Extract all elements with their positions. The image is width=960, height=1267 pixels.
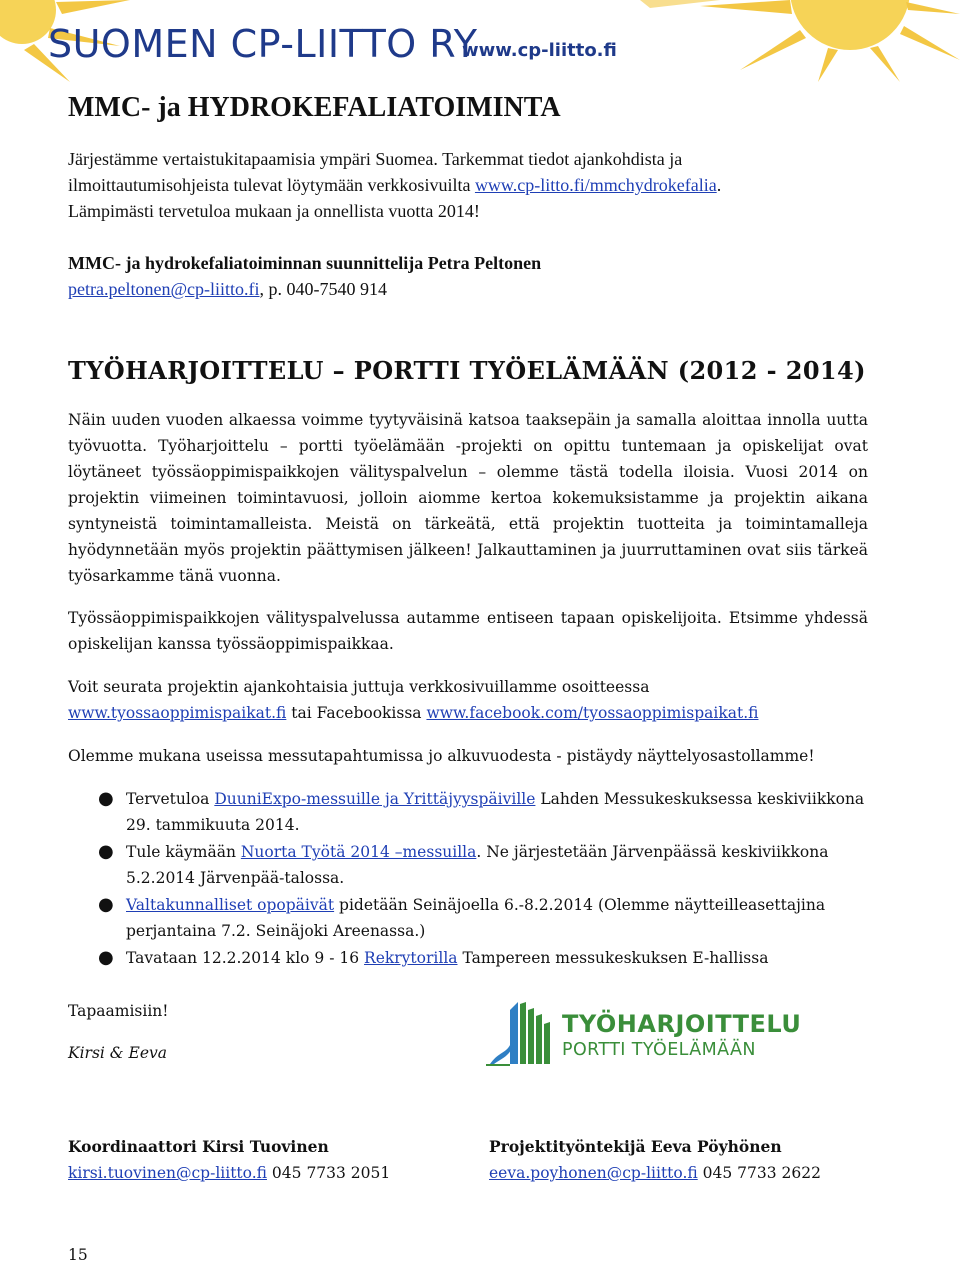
contact-email-link[interactable]: kirsi.tuovinen@cp-liitto.fi [68, 1164, 267, 1182]
logo-subtitle: PORTTI TYÖELÄMÄÄN [562, 1040, 756, 1060]
bullet-icon: ● [98, 894, 114, 915]
contact-details [68, 1160, 390, 1186]
greeting: Tapaamisiin! [68, 1002, 169, 1020]
follow-line-1: Voit seurata projektin ajankohtaisia juttuja verkkosivuillamme osoitteessa [68, 678, 650, 696]
mmc-line-3: Lämpimästi tervetuloa mukaan ja onnellista vuotta 2014! [68, 201, 480, 221]
mmc-line-2-text: ilmoittautumisohjeista tulevat löytymään verkkosivuilta [68, 175, 475, 195]
contact-phone: 045 7733 2622 [697, 1164, 821, 1182]
mmc-line-2-end: . [716, 175, 722, 195]
event-text-pre: Tule käymään [126, 843, 241, 861]
fairs-intro: Olemme mukana useissa messutapahtumissa jo alkuvuodesta - pistäydy näyttelyosastollamme! [68, 747, 815, 765]
event-link[interactable]: Rekrytorilla [364, 949, 458, 967]
website-link[interactable]: www.tyossaoppimispaikat.fi [68, 704, 287, 722]
signature: Kirsi & Eeva [68, 1044, 167, 1062]
event-text-pre: Tavataan 12.2.2014 klo 9 - 16 [126, 949, 365, 967]
event-link[interactable]: Valtakunnalliset opopäivät [126, 896, 335, 914]
event-text-post: . Ne järjestetään Järvenpäässä keskiviikkona 5.2.2014 Järvenpää-talossa. [126, 843, 829, 887]
bullet-icon: ● [98, 947, 114, 968]
planner-email-link[interactable]: petra.peltonen@cp-liitto.fi [68, 279, 260, 299]
contact-role: Koordinaattori Kirsi Tuovinen [68, 1137, 329, 1156]
planner-contact-line [68, 276, 868, 302]
planner-phone: , p. 040-7540 914 [259, 279, 388, 299]
placement-paragraph: Työssäoppimispaikkojen välityspalvelussa autamme entiseen tapaan opiskelijoita. Etsimme yhdessä opiskelijan kanssa työssäoppimispaikkaa. [68, 609, 868, 653]
contact-project-worker [489, 1134, 821, 1186]
event-text-post: Lahden Messukeskuksessa keskiviikkona 29. tammikuuta 2014. [126, 790, 865, 834]
gate-logo-icon [486, 1000, 558, 1070]
planner-title: MMC- ja hydrokefaliatoiminnan suunnittelija Petra Peltonen [68, 253, 542, 273]
list-item [68, 892, 868, 944]
page-number: 15 [68, 1246, 88, 1264]
mmc-line-2 [68, 172, 868, 198]
event-link[interactable]: Nuorta Työtä 2014 –messuilla [240, 843, 477, 861]
project-logo [486, 1000, 806, 1070]
list-item [68, 786, 868, 838]
contact-details [489, 1160, 821, 1186]
mmc-paragraph [68, 146, 868, 224]
section-heading-tyoharjoittelu: TYÖHARJOITTELU – PORTTI TYÖELÄMÄÄN (2012 - 2014) [68, 356, 866, 385]
follow-paragraph [68, 674, 868, 726]
mmc-web-link[interactable]: www.cp-litto.fi/mmchydrokefalia [474, 175, 717, 195]
contact-role: Projektityöntekijä Eeva Pöyhönen [489, 1137, 782, 1156]
facebook-link[interactable]: www.facebook.com/tyossaoppimispaikat.fi [426, 704, 759, 722]
list-item [68, 945, 868, 971]
list-item [68, 839, 868, 891]
bullet-icon: ● [98, 788, 114, 809]
follow-line-2 [68, 700, 868, 726]
contact-coordinator [68, 1134, 390, 1186]
contact-email-link[interactable]: eeva.poyhonen@cp-liitto.fi [489, 1164, 698, 1182]
project-paragraph: Näin uuden vuoden alkaessa voimme tyytyväisinä katsoa taaksepäin ja samalla aloittaa innolla uutta työvuotta. Työharjoittelu – portti työelämään -projekti on opittu tuntemaan ja opiskelijat ovat löytäneet työssäoppimispaikkojen välityspalvelun – olemme tästä todella iloisia. Vuosi 2014 on projektin viimeinen toimintavuosi, jolloin aiomme kertoa kokemuksistamme ja projektin aikana syntyneistä toimintamalleista. Meistä on tärkeätä, että projektin tuotteita ja toimintamalleja hyödynnetään myös projektin päättymisen jälkeen! Jalkauttaminen ja juurruttaminen ovat siis tärkeä työsarkamme tänä vuonna. [68, 411, 868, 585]
org-url[interactable]: www.cp-liitto.fi [462, 40, 617, 61]
event-link[interactable]: DuuniExpo-messuille ja Yrittäjyyspäiville [214, 790, 536, 808]
bullet-icon: ● [98, 841, 114, 862]
events-list [68, 786, 868, 972]
planner-contact [68, 250, 868, 302]
follow-mid-text: tai Facebookissa [286, 704, 427, 722]
event-text-post: Tampereen messukeskuksen E-hallissa [457, 949, 769, 967]
section-heading-mmc: MMC- ja HYDROKEFALIATOIMINTA [68, 92, 561, 123]
org-name: SUOMEN CP-LIITTO RY [48, 22, 478, 66]
logo-title: TYÖHARJOITTELU [562, 1010, 802, 1038]
mmc-line-1: Järjestämme vertaistukitapaamisia ympäri Suomea. Tarkemmat tiedot ajankohdista ja [68, 149, 683, 169]
contact-phone: 045 7733 2051 [267, 1164, 391, 1182]
event-text-post: pidetään Seinäjoella 6.-8.2.2014 (Olemme näytteilleasettajina perjantaina 7.2. Seinäjoki Areenassa.) [126, 896, 826, 940]
page-header [0, 0, 960, 82]
event-text-pre: Tervetuloa [126, 790, 215, 808]
